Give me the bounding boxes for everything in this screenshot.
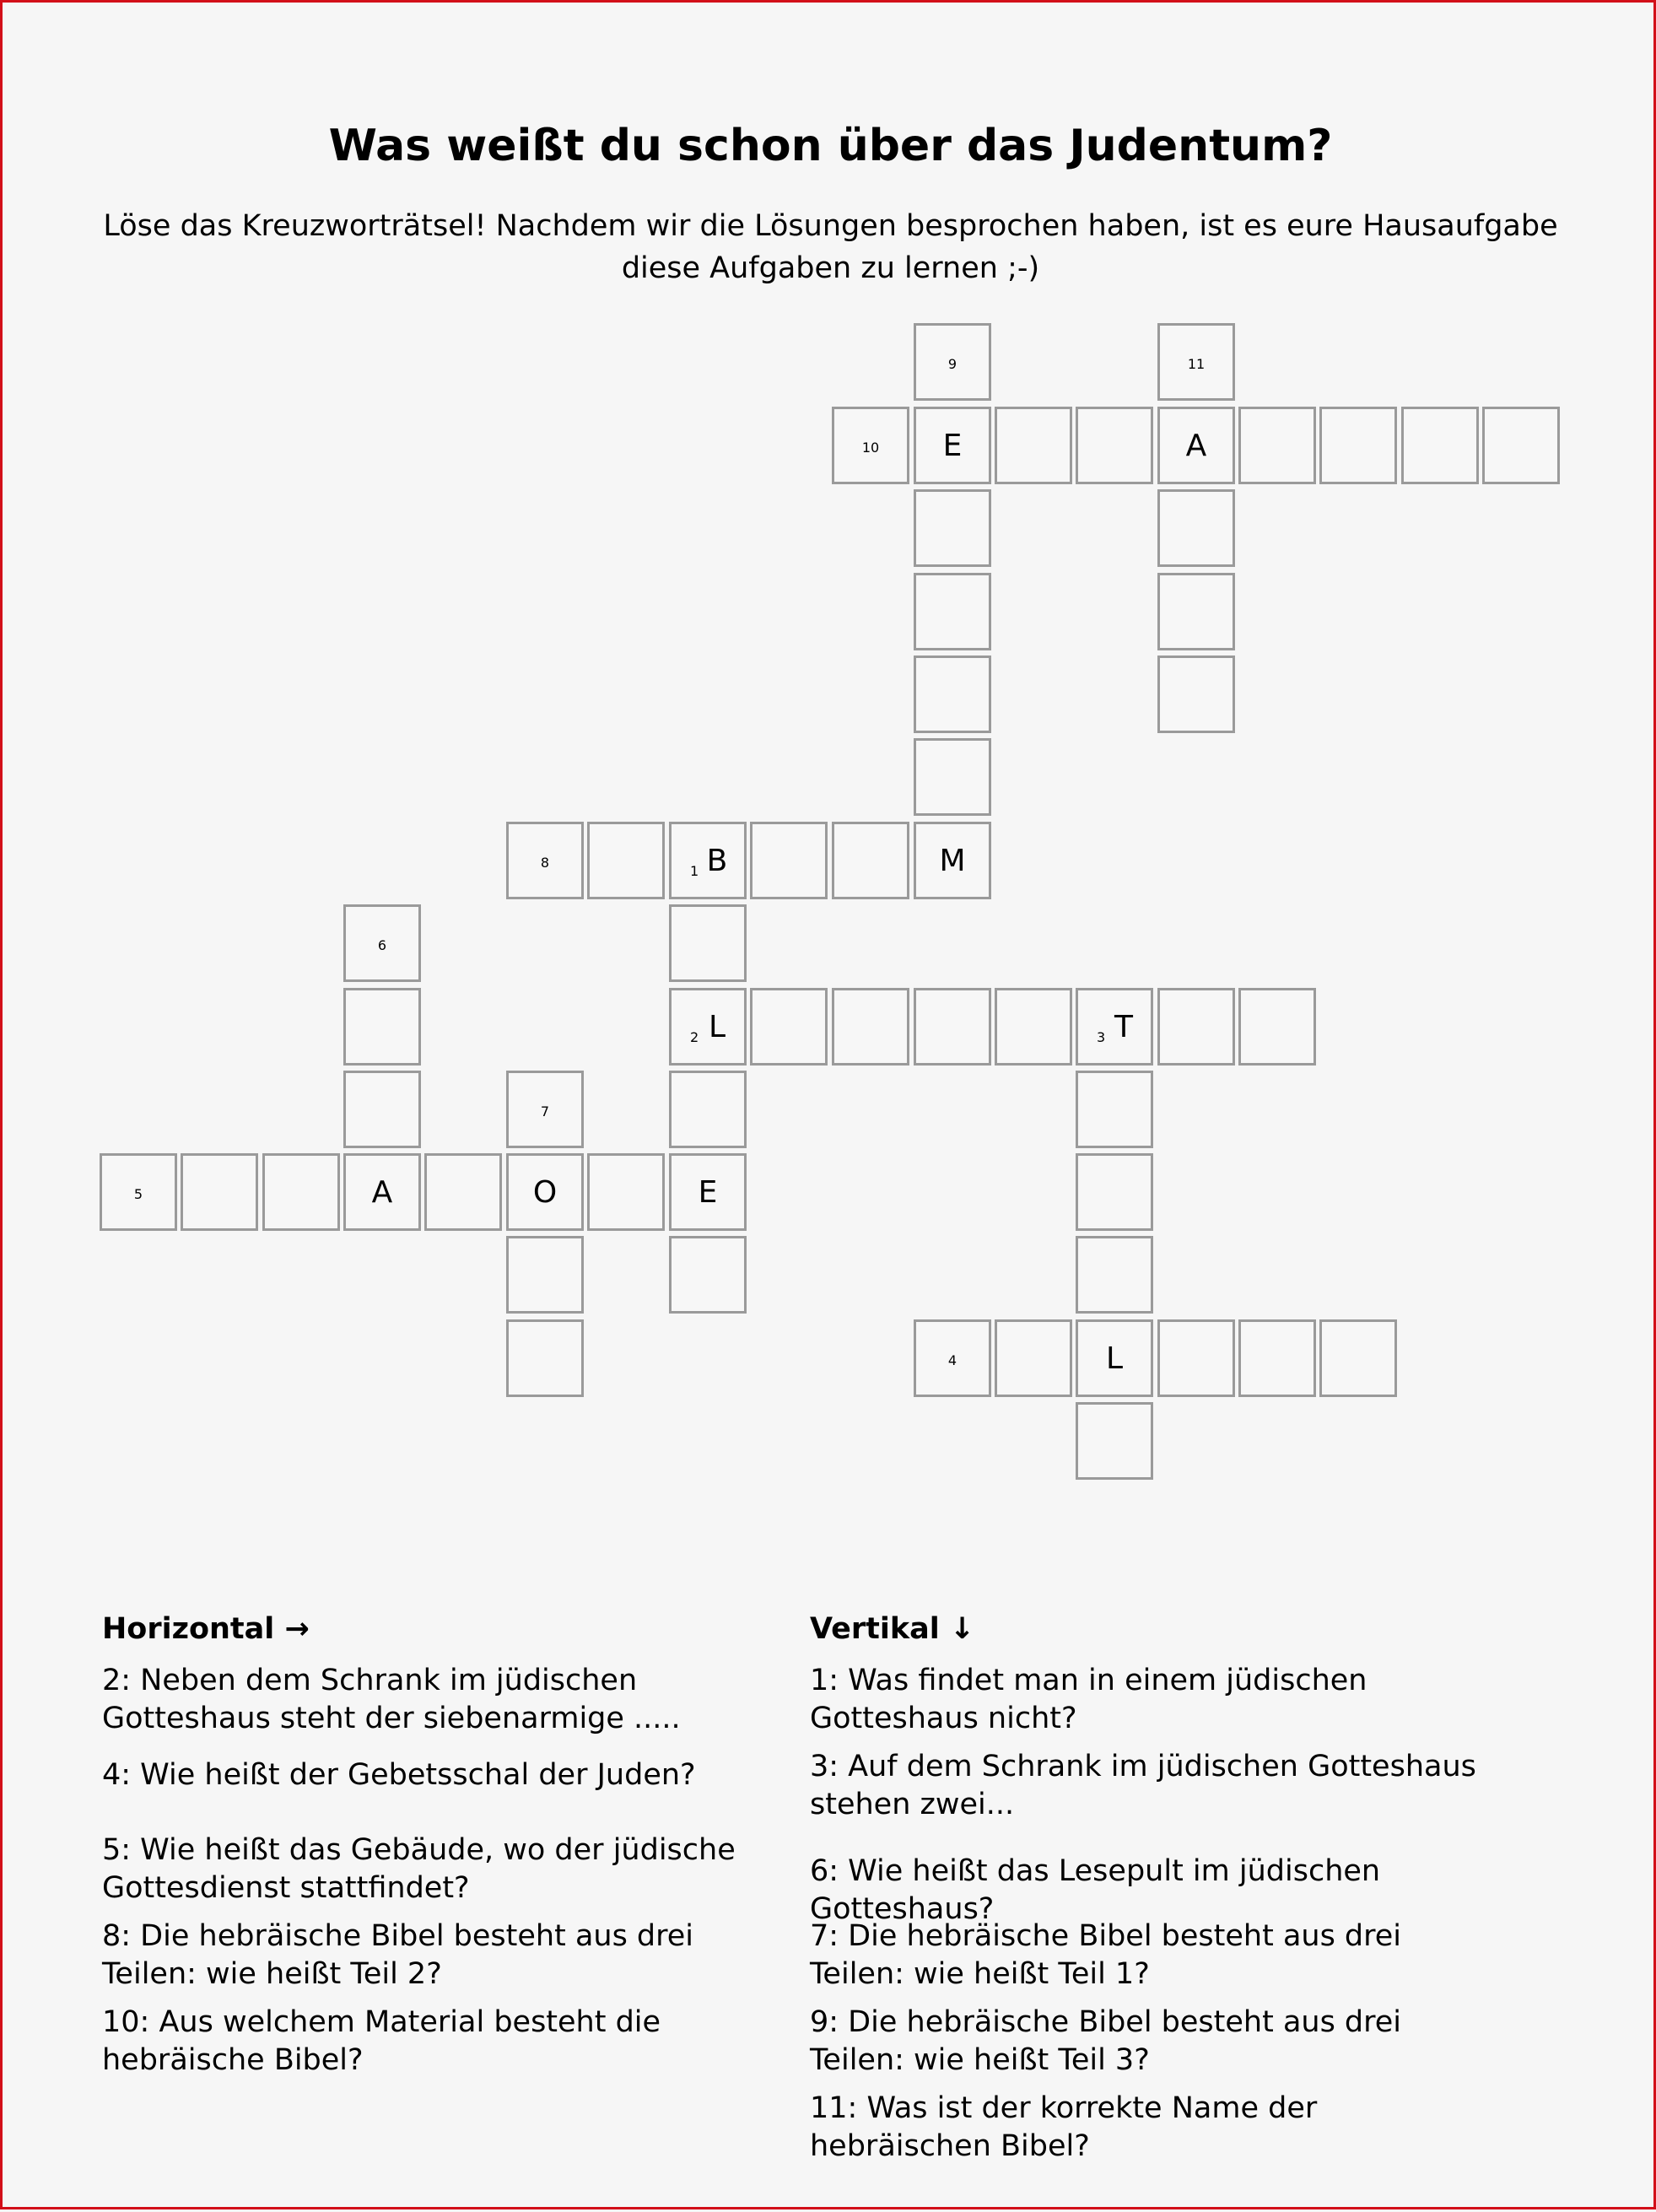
crossword-cell[interactable] <box>669 988 747 1066</box>
crossword-cell[interactable] <box>1157 656 1235 733</box>
crossword-cell[interactable] <box>914 822 991 899</box>
crossword-cell[interactable] <box>506 822 584 899</box>
clue-text: 6: Wie heißt das Lesepult im jüdischen Gotteshaus? <box>810 1854 1381 1926</box>
crossword-cell[interactable] <box>914 988 991 1066</box>
clue-text: 8: Die hebräische Bibel besteht aus drei Teilen: wie heißt Teil 2? <box>102 1919 694 1991</box>
given-letter: T <box>1114 1010 1133 1044</box>
crossword-cell[interactable] <box>914 738 991 816</box>
horizontal-clues <box>102 1610 794 2077</box>
crossword-cell[interactable] <box>1076 1071 1153 1148</box>
crossword-cell[interactable] <box>1319 1319 1397 1397</box>
clue-text: 11: Was ist der korrekte Name der hebräischen Bibel? <box>810 2091 1318 2163</box>
clue-text: 7: Die hebräische Bibel besteht aus drei Teilen: wie heißt Teil 1? <box>810 1919 1402 1991</box>
given-letter: E <box>942 429 963 463</box>
clue-number: 5 <box>133 1186 143 1202</box>
clue-number: 1 <box>690 863 699 879</box>
crossword-cell[interactable] <box>1238 1319 1316 1397</box>
clue-number: 3 <box>1097 1029 1106 1045</box>
crossword-cell[interactable] <box>669 1236 747 1314</box>
page-title: Was weißt du schon über das Judentum? <box>328 121 1333 171</box>
crossword-cell[interactable] <box>1157 573 1235 650</box>
clue-number: 2 <box>690 1029 699 1045</box>
crossword-cell[interactable] <box>506 1236 584 1314</box>
clue-text: 4: Wie heißt der Gebetsschal der Juden? <box>102 1758 696 1792</box>
crossword-cell[interactable] <box>1238 988 1316 1066</box>
given-letter: L <box>708 1010 726 1044</box>
crossword-cell[interactable] <box>1076 988 1153 1066</box>
clue-number: 7 <box>540 1103 550 1119</box>
clue-number: 9 <box>947 356 957 372</box>
crossword-cell[interactable] <box>832 407 909 484</box>
clue-number: 11 <box>1187 356 1206 372</box>
vertical-clues <box>810 1610 1502 2163</box>
crossword-cell[interactable] <box>506 1153 584 1231</box>
crossword-cell[interactable] <box>1482 407 1560 484</box>
crossword-cell[interactable] <box>587 1153 665 1231</box>
crossword-cell[interactable] <box>914 489 991 567</box>
crossword-cell[interactable] <box>832 988 909 1066</box>
clue-text: 5: Wie heißt das Gebäude, wo der jüdische Gottesdienst stattfindet? <box>102 1833 736 1905</box>
given-letter: L <box>1105 1341 1124 1376</box>
given-letter: M <box>939 844 966 878</box>
clue-text: 3: Auf dem Schrank im jüdischen Gotteshaus stehen zwei... <box>810 1750 1476 1821</box>
crossword-cell[interactable] <box>1319 407 1397 484</box>
crossword-cell[interactable] <box>1157 988 1235 1066</box>
crossword-cell[interactable] <box>914 573 991 650</box>
crossword-cell[interactable] <box>343 1153 421 1231</box>
instructions: Löse das Kreuzworträtsel! Nachdem wir die Lösungen besprochen haben, ist es eure Hausaufgabe diese Aufgaben zu lernen ;-) <box>103 209 1558 285</box>
crossword-cell[interactable] <box>1076 1319 1153 1397</box>
crossword-cell[interactable] <box>343 904 421 982</box>
clue-number: 4 <box>947 1352 957 1368</box>
crossword-cell[interactable] <box>1157 323 1235 401</box>
crossword-cell[interactable] <box>181 1153 258 1231</box>
given-letter: E <box>698 1175 718 1210</box>
crossword-cell[interactable] <box>832 822 909 899</box>
crossword-cell[interactable] <box>914 1319 991 1397</box>
crossword-cell[interactable] <box>914 656 991 733</box>
clue-text: 9: Die hebräische Bibel besteht aus drei Teilen: wie heißt Teil 3? <box>810 2005 1402 2077</box>
crossword-cell[interactable] <box>587 822 665 899</box>
crossword-cell[interactable] <box>995 1319 1072 1397</box>
given-letter: A <box>371 1175 393 1210</box>
given-letter: B <box>706 844 728 878</box>
clue-text: 1: Was findet man in einem jüdischen Gotteshaus nicht? <box>810 1664 1367 1735</box>
crossword-cell[interactable] <box>750 822 828 899</box>
clue-number: 8 <box>540 855 550 871</box>
crossword-cell[interactable] <box>1076 1236 1153 1314</box>
clue-number: 6 <box>377 937 387 953</box>
clue-number: 10 <box>861 440 880 456</box>
vertical-heading: Vertikal ↓ <box>810 1612 975 1646</box>
crossword-cell[interactable] <box>1076 1153 1153 1231</box>
crossword-cell[interactable] <box>424 1153 502 1231</box>
crossword-cell[interactable] <box>1238 407 1316 484</box>
crossword-cell[interactable] <box>506 1319 584 1397</box>
crossword-cell[interactable] <box>1157 1319 1235 1397</box>
crossword-cell[interactable] <box>995 988 1072 1066</box>
crossword-cell[interactable] <box>262 1153 340 1231</box>
crossword-cell[interactable] <box>669 822 747 899</box>
crossword-cell[interactable] <box>1076 407 1153 484</box>
crossword-cell[interactable] <box>995 407 1072 484</box>
crossword-cell[interactable] <box>1401 407 1479 484</box>
crossword-cell[interactable] <box>914 407 991 484</box>
given-letter: O <box>532 1175 558 1210</box>
crossword-cell[interactable] <box>669 1153 747 1231</box>
clue-text: 2: Neben dem Schrank im jüdischen Gotteshaus steht der siebenarmige ..... <box>102 1664 681 1735</box>
crossword-cell[interactable] <box>100 1153 177 1231</box>
crossword-cell[interactable] <box>750 988 828 1066</box>
given-letter: A <box>1185 429 1207 463</box>
clue-text: 10: Aus welchem Material besteht die hebräische Bibel? <box>102 2005 661 2077</box>
crossword-cell[interactable] <box>1157 407 1235 484</box>
crossword-cell[interactable] <box>1157 489 1235 567</box>
crossword-cell[interactable] <box>506 1071 584 1148</box>
crossword-cell[interactable] <box>914 323 991 401</box>
crossword-cell[interactable] <box>1076 1402 1153 1480</box>
crossword-cell[interactable] <box>343 1071 421 1148</box>
crossword-cell[interactable] <box>669 1071 747 1148</box>
horizontal-heading: Horizontal → <box>102 1612 310 1646</box>
crossword-cell[interactable] <box>343 988 421 1066</box>
crossword-cell[interactable] <box>669 904 747 982</box>
